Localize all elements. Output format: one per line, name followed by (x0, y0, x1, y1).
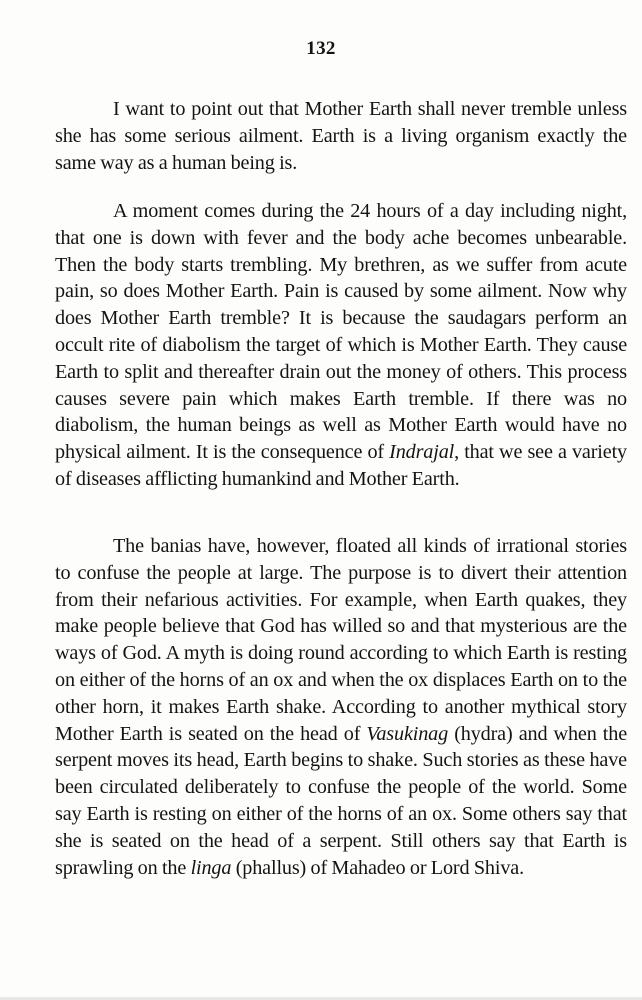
paragraph-3-text-c: (phallus) of Mahadeo or Lord Shiva. (231, 856, 524, 879)
paragraph-3-italic-term-1: Vasukinag (366, 722, 449, 745)
paragraph-3-italic-term-2: linga (190, 856, 232, 879)
paragraph-2-text-a: A moment comes during the 24 hours of a day including night, that one is down with fever and the body ache becomes unbearable. Then the body starts trembling. My brethren, as we suffer from acute pain, so does Mother Earth. Pain is caused by some ailment. Now why does Mother Earth tremble? It is because the saudagars perform an occult rite of diabolism the target of which is Mother Earth. They cause Earth to split and thereafter drain out the money of others. This process causes severe pain which makes Earth tremble. If there was no diabolism, the human beings as well as Mother Earth would have no physical ailment. It is the consequence of (55, 200, 627, 464)
paragraph-1 (55, 96, 627, 176)
paragraph-3-text-b: (hydra) and when the serpent moves its head, Earth begins to shake. Such stories as these have been circulated deliberately to confuse the people of the world. Some say Earth is resting on either of the horns of an ox. Some others say that she is seated on the head of a serpent. Still others say that Earth is sprawling on the (55, 722, 628, 879)
page-number: 132 (306, 38, 336, 59)
paragraph-2-text-b: , that we see a variety of diseases afflicting humankind and Mother Earth. (55, 441, 627, 490)
paragraph-3 (55, 533, 627, 881)
paragraph-2 (55, 198, 627, 493)
paragraph-2-italic-term: Indrajal (389, 441, 455, 464)
paragraph-1-text: I want to point out that Mother Earth shall never tremble unless she has some serious ailment. Earth is a living organism exactly the same way as a human being is. (55, 98, 627, 174)
paragraph-3-text-a: The banias have, however, floated all kinds of irrational stories to confuse the people at large. The purpose is to divert their attention from their nefarious activities. For example, when Earth quakes, they make people believe that God has willed so and that mysterious are the ways of God. A myth is doing round according to which Earth is resting on either of the horns of an ox and when the ox displaces Earth on to the other horn, it makes Earth shake. According to another mythical story Mother Earth is seated on the head of (55, 535, 627, 745)
